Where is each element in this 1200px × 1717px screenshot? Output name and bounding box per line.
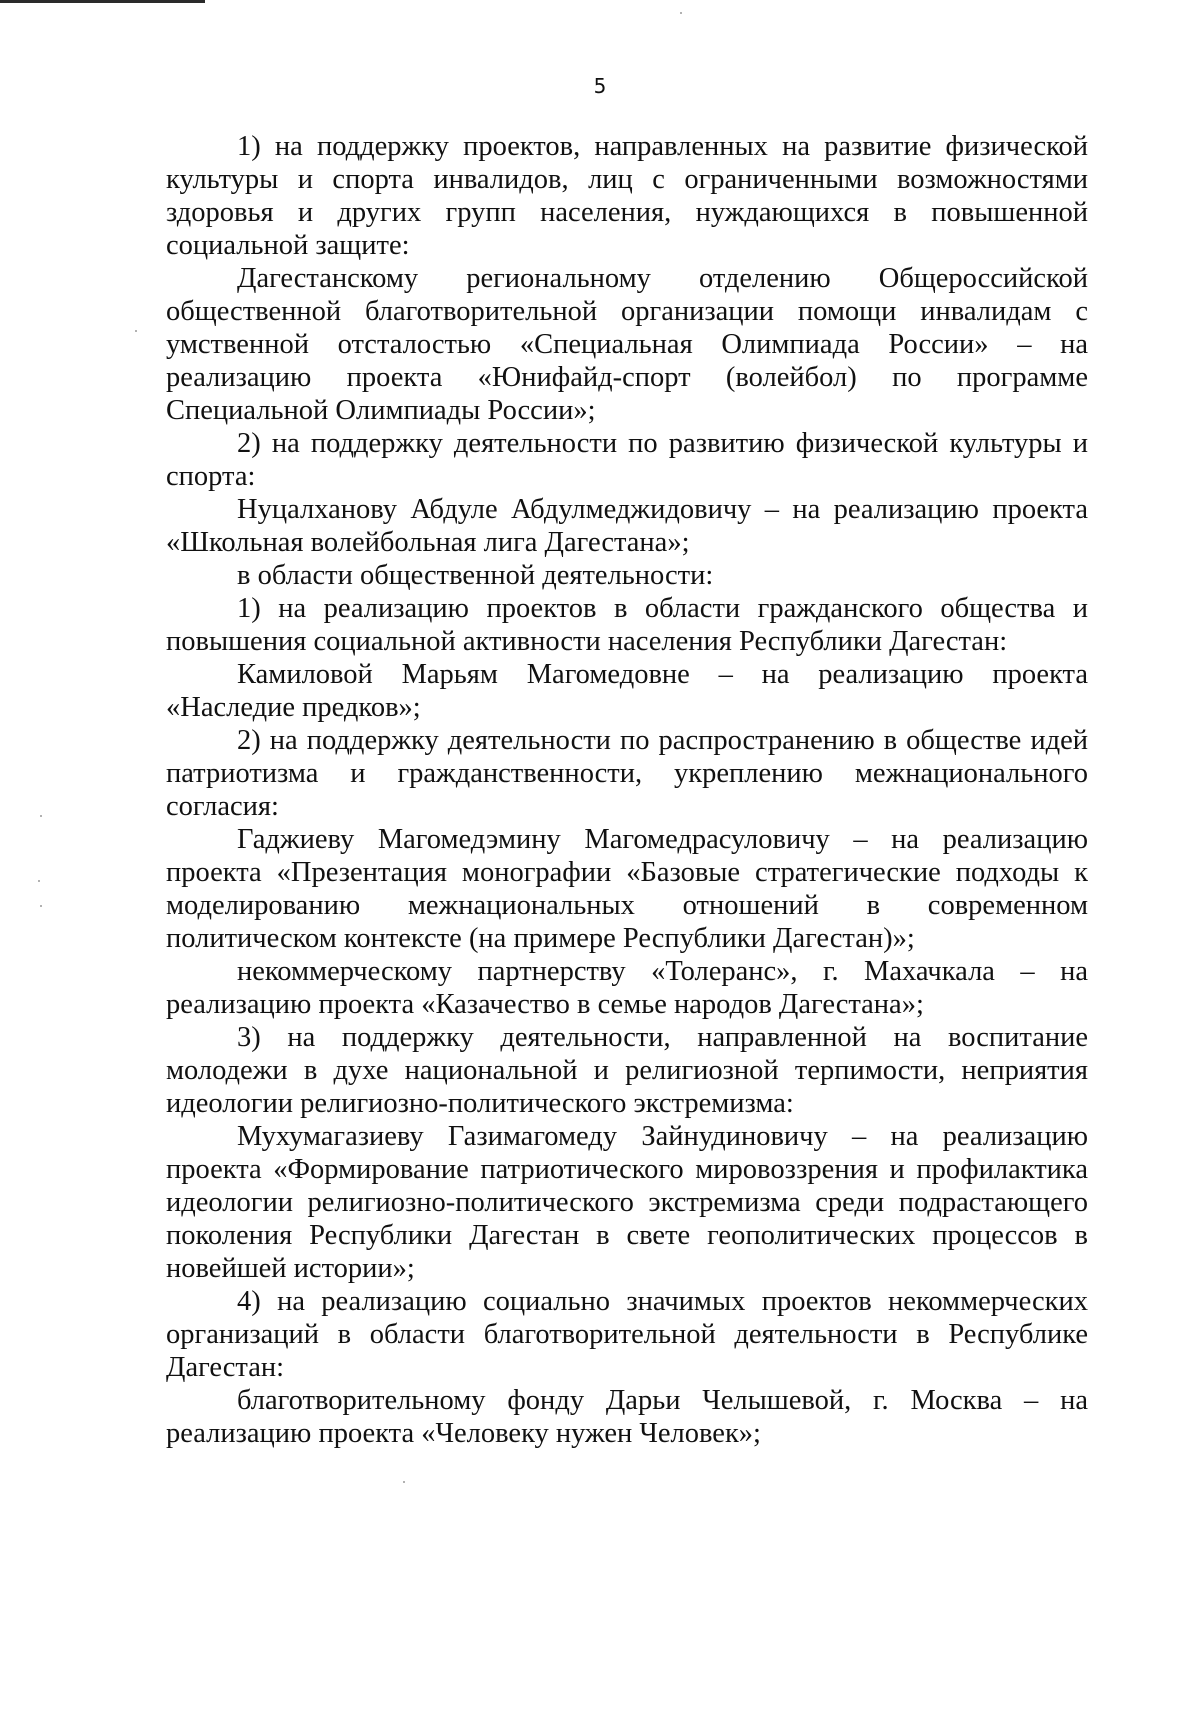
paragraph-7: Камиловой Марьям Магомедовне – на реализацию проекта «Наследие предков»; [166,659,1088,723]
paragraph-8: 2) на поддержку деятельности по распространению в обществе идей патриотизма и гражданственности, укреплению межнационального согласия: [166,725,1088,822]
paragraph-12: Мухумагазиеву Газимагомеду Зайнудиновичу – на реализацию проекта «Формирование патриотического мировоззрения и профилактика идеологии религиозно-политического экстремизма среди подрастающего поколения Республики Дагестан в свете геополитических процессов в новейшей истории»; [166,1121,1088,1284]
document-body [166,130,1088,1450]
paragraph-13: 4) на реализацию социально значимых проектов некоммерческих организаций в области благотворительной деятельности в Республике Дагестан: [166,1286,1088,1383]
paragraph-1: 1) на поддержку проектов, направленных на развитие физической культуры и спорта инвалидов, лиц с ограниченными возможностями здоровья и других групп населения, нуждающихся в повышенной социальной защите: [166,131,1088,261]
paragraph-4: Нуцалханову Абдуле Абдулмеджидовичу – на реализацию проекта «Школьная волейбольная лига Дагестана»; [166,494,1088,558]
paragraph-5: в области общественной деятельности: [237,560,714,591]
paragraph-3: 2) на поддержку деятельности по развитию физической культуры и спорта: [166,428,1088,492]
page-number: 5 [593,74,607,98]
scan-speck [680,12,682,14]
scan-edge-rule [0,0,205,3]
scan-speck [38,880,40,882]
paragraph-14: благотворительному фонду Дарьи Челышевой, г. Москва – на реализацию проекта «Человеку нужен Человек»; [166,1385,1088,1449]
scan-speck [403,1481,405,1483]
scan-speck [40,905,42,907]
scan-speck [135,330,137,332]
paragraph-6: 1) на реализацию проектов в области гражданского общества и повышения социальной активности населения Республики Дагестан: [166,593,1088,657]
paragraph-11: 3) на поддержку деятельности, направленной на воспитание молодежи в духе национальной и религиозной терпимости, неприятия идеологии религиозно-политического экстремизма: [166,1022,1088,1119]
scan-speck [40,815,42,817]
paragraph-10: некоммерческому партнерству «Толеранс», г. Махачкала – на реализацию проекта «Казачество в семье народов Дагестана»; [166,956,1088,1020]
paragraph-2: Дагестанскому региональному отделению Общероссийской общественной благотворительной организации помощи инвалидам с умственной отсталостью «Специальная Олимпиада России» – на реализацию проекта «Юнифайд-спорт (волейбол) по программе Специальной Олимпиады России»; [166,263,1088,426]
paragraph-9: Гаджиеву Магомедэмину Магомедрасуловичу – на реализацию проекта «Презентация монографии «Базовые стратегические подходы к моделированию межнациональных отношений в современном политическом контексте (на примере Республики Дагестан)»; [166,824,1088,954]
